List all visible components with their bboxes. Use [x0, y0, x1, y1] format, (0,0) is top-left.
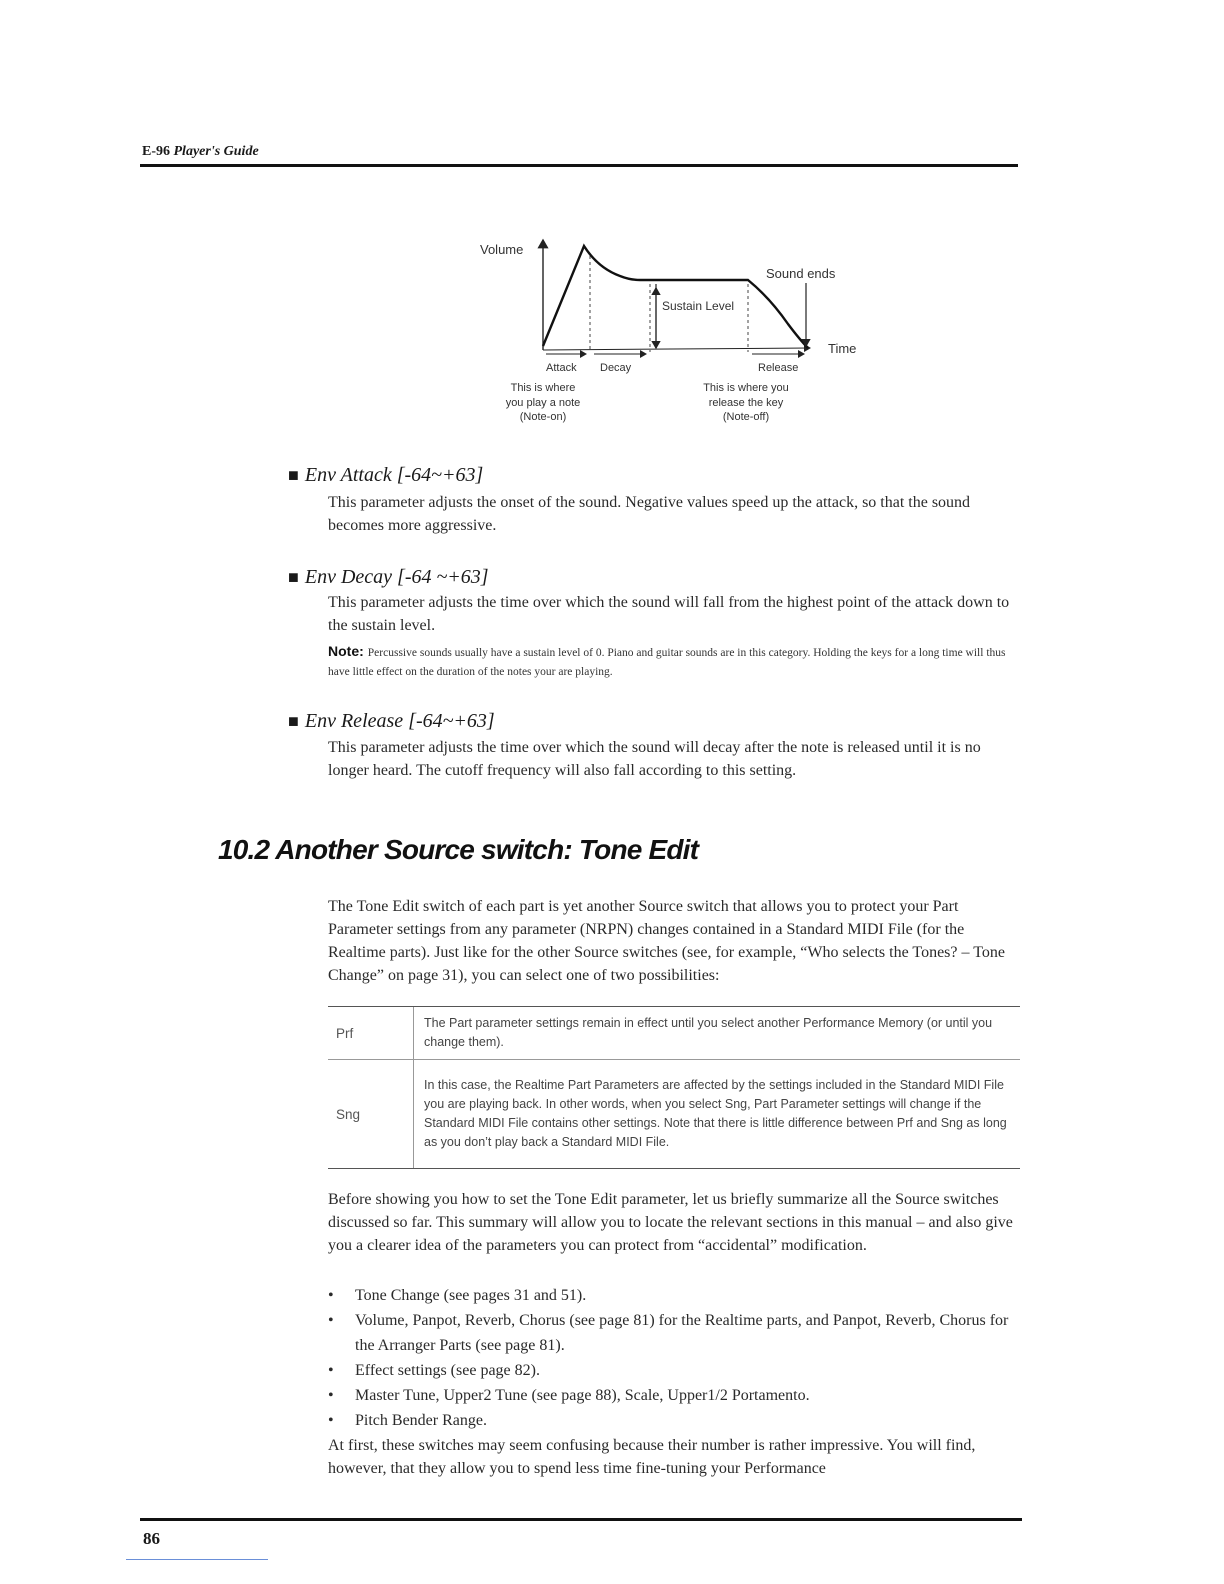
env-release-heading	[288, 710, 495, 733]
section-heading: 10.2 Another Source switch: Tone Edit	[218, 834, 699, 865]
header-rule	[140, 164, 1018, 167]
summary-paragraph: Before showing you how to set the Tone Edit parameter, let us briefly summarize all the Source switches discussed so far. This summary will allow you to locate the relevant sections in this manual – and also give you a clearer idea of the parameters you can protect from “accidental” modification.	[328, 1191, 1013, 1254]
env-release-text: This parameter adjusts the time over which the sound will decay after the note is released until it is no longer heard. The cutoff frequency will also fall according to this setting.	[328, 739, 981, 779]
release-label: Release	[758, 362, 799, 374]
page-number: 86	[143, 1529, 160, 1548]
env-decay-title: Env Decay [-64 ~+63]	[304, 566, 489, 588]
volume-label: Volume	[480, 242, 524, 257]
note-off-caption-2: release the key	[708, 397, 784, 409]
table-row	[328, 1007, 1020, 1060]
bullet-icon: •	[328, 1412, 334, 1429]
decay-note	[328, 642, 1018, 682]
list-item: • Pitch Bender Range.	[328, 1408, 1018, 1433]
bullet-icon: •	[328, 1287, 334, 1304]
closing-paragraph: At first, these switches may seem confusing because their number is rather impressive. You will find, however, that they allow you to spend less time fine-tuning your Performance	[328, 1437, 976, 1477]
env-release-title: Env Release [-64~+63]	[304, 710, 495, 732]
env-attack-heading	[288, 464, 483, 487]
sustain-level-label: Sustain Level	[662, 299, 735, 313]
env-decay-text: This parameter adjusts the time over which the sound will fall from the highest point of the attack down to the sustain level.	[328, 594, 1010, 634]
table-row	[328, 1060, 1020, 1169]
source-switch-list	[328, 1283, 1018, 1433]
env-attack-title: Env Attack [-64~+63]	[304, 464, 484, 486]
square-bullet-icon: ■	[288, 465, 299, 485]
list-item: • Effect settings (see page 82).	[328, 1358, 1018, 1383]
time-axis	[543, 348, 810, 350]
footer-rule	[140, 1518, 1022, 1521]
option-prf: Prf	[328, 1007, 414, 1060]
note-text: Percussive sounds usually have a sustain level of 0. Piano and guitar sounds are in this category. Holding the keys for a long time will thus have little effect on the duration of the notes your are playing.	[328, 647, 1006, 678]
sound-ends-label: Sound ends	[766, 266, 836, 281]
envelope-diagram	[470, 228, 870, 428]
running-header	[142, 144, 259, 160]
header-guide: Player's Guide	[173, 144, 259, 159]
time-label: Time	[828, 341, 857, 356]
section-intro: The Tone Edit switch of each part is yet another Source switch that allows you to protect your Part Parameter settings from any parameter (NRPN) changes contained in a Standard MIDI File (for the Realtime parts). Just like for the other Source switches (see, for example, “Who selects the Tones? – Tone Change” on page 31), you can select one of two possibilities:	[328, 898, 1005, 984]
attack-label: Attack	[546, 362, 577, 374]
option-prf-description: The Part parameter settings remain in effect until you select another Performance Memory (or until you change them).	[414, 1007, 1021, 1060]
footnote-line	[126, 1559, 268, 1560]
env-attack-text: This parameter adjusts the onset of the sound. Negative values speed up the attack, so that the sound becomes more aggressive.	[328, 494, 971, 534]
note-on-caption-3: (Note-on)	[519, 411, 567, 423]
option-sng-description: In this case, the Realtime Part Parameters are affected by the settings included in the Standard MIDI File you are playing back. In other words, when you select Sng, Part Parameter settings will change if the Standard MIDI File contains other settings. Note that there is little difference between Prf and Sng as long as you don’t play back a Standard MIDI File.	[414, 1060, 1021, 1169]
list-item: • Volume, Panpot, Reverb, Chorus (see page 81) for the Realtime parts, and Panpot, Reverb, Chorus for the Arranger Parts (see page 81).	[328, 1308, 1018, 1358]
source-options-table	[328, 1006, 1020, 1169]
envelope-curve	[543, 246, 808, 348]
note-off-caption-1: This is where you	[703, 382, 789, 394]
note-on-caption-1: This is where	[510, 382, 576, 394]
decay-label: Decay	[600, 362, 632, 374]
note-label: Note:	[328, 643, 364, 659]
bullet-icon: •	[328, 1362, 334, 1379]
list-item: • Master Tune, Upper2 Tune (see page 88), Scale, Upper1/2 Portamento.	[328, 1383, 1018, 1408]
bullet-icon: •	[328, 1387, 334, 1404]
env-decay-heading	[288, 566, 489, 589]
note-on-caption-2: you play a note	[505, 397, 581, 409]
note-off-caption-3: (Note-off)	[722, 411, 770, 423]
square-bullet-icon: ■	[288, 711, 299, 731]
option-sng: Sng	[328, 1060, 414, 1169]
list-item: • Tone Change (see pages 31 and 51).	[328, 1283, 1018, 1308]
square-bullet-icon: ■	[288, 567, 299, 587]
header-brand: E-96	[142, 144, 170, 159]
bullet-icon: •	[328, 1312, 334, 1329]
